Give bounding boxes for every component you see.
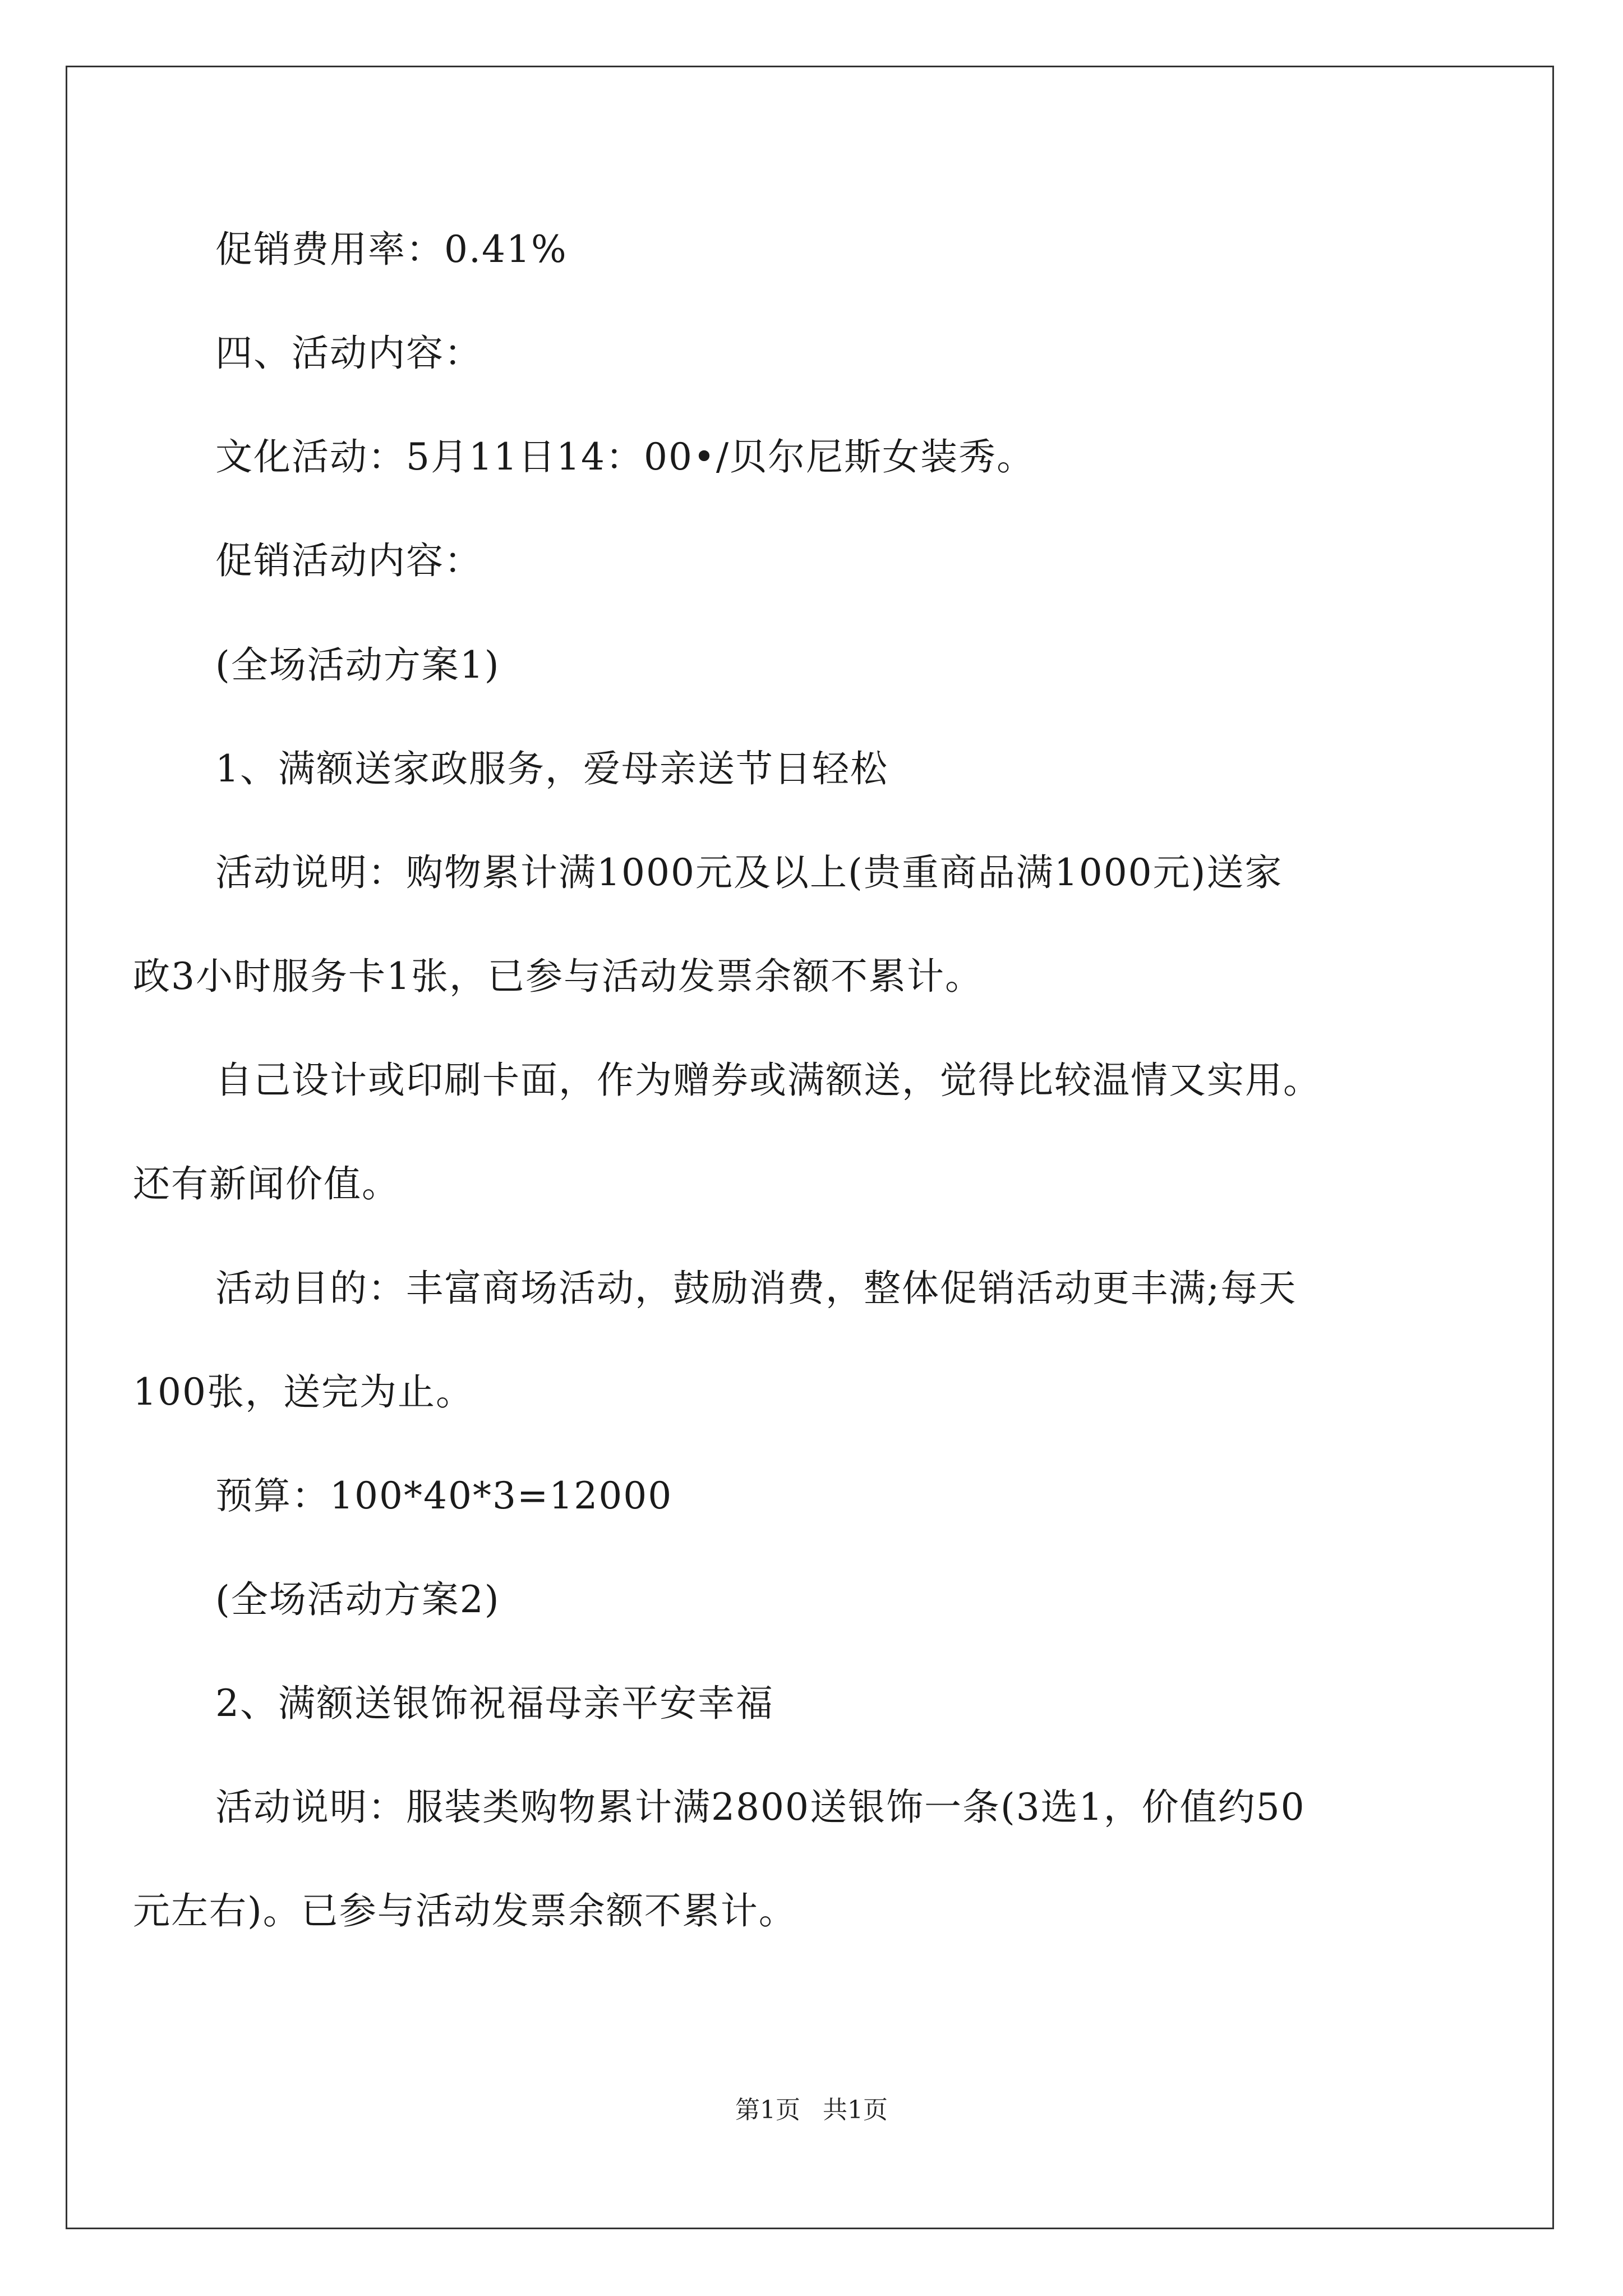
text-line: 政3小时服务卡1张，已参与活动发票余额不累计。: [133, 955, 983, 998]
text-line: 活动目的：丰富商场活动，鼓励消费，整体促销活动更丰满;每天: [215, 1267, 1297, 1310]
text-line: 还有新闻价值。: [133, 1162, 400, 1205]
page-number: 第1页: [735, 2096, 800, 2124]
text-line: (全场活动方案1): [215, 643, 500, 687]
text-line: 100张，送完为止。: [133, 1370, 474, 1414]
text-line: 2、满额送银饰祝福母亲平安幸福: [215, 1682, 774, 1725]
text-line: 文化活动：5月11日14：00•/贝尔尼斯女装秀。: [215, 435, 1035, 478]
text-line: 促销活动内容：: [215, 539, 482, 582]
page-total: 共1页: [823, 2096, 888, 2124]
page-footer: [0, 2093, 1623, 2127]
text-line: 预算：100*40*3=12000: [215, 1474, 673, 1517]
text-line: 元左右)。已参与活动发票余额不累计。: [133, 1889, 797, 1932]
text-line: (全场活动方案2): [215, 1578, 500, 1621]
text-line: 促销费用率：0.41%: [215, 228, 568, 271]
text-line: 1、满额送家政服务，爱母亲送节日轻松: [215, 747, 888, 790]
section-heading: 四、活动内容：: [215, 332, 482, 375]
text-line: 活动说明：购物累计满1000元及以上(贵重商品满1000元)送家: [215, 851, 1283, 894]
text-line: 活动说明：服装类购物累计满2800送银饰一条(3选1，价值约50: [215, 1786, 1306, 1829]
text-line: 自己设计或印刷卡面，作为赠券或满额送，觉得比较温情又实用。: [215, 1059, 1321, 1102]
